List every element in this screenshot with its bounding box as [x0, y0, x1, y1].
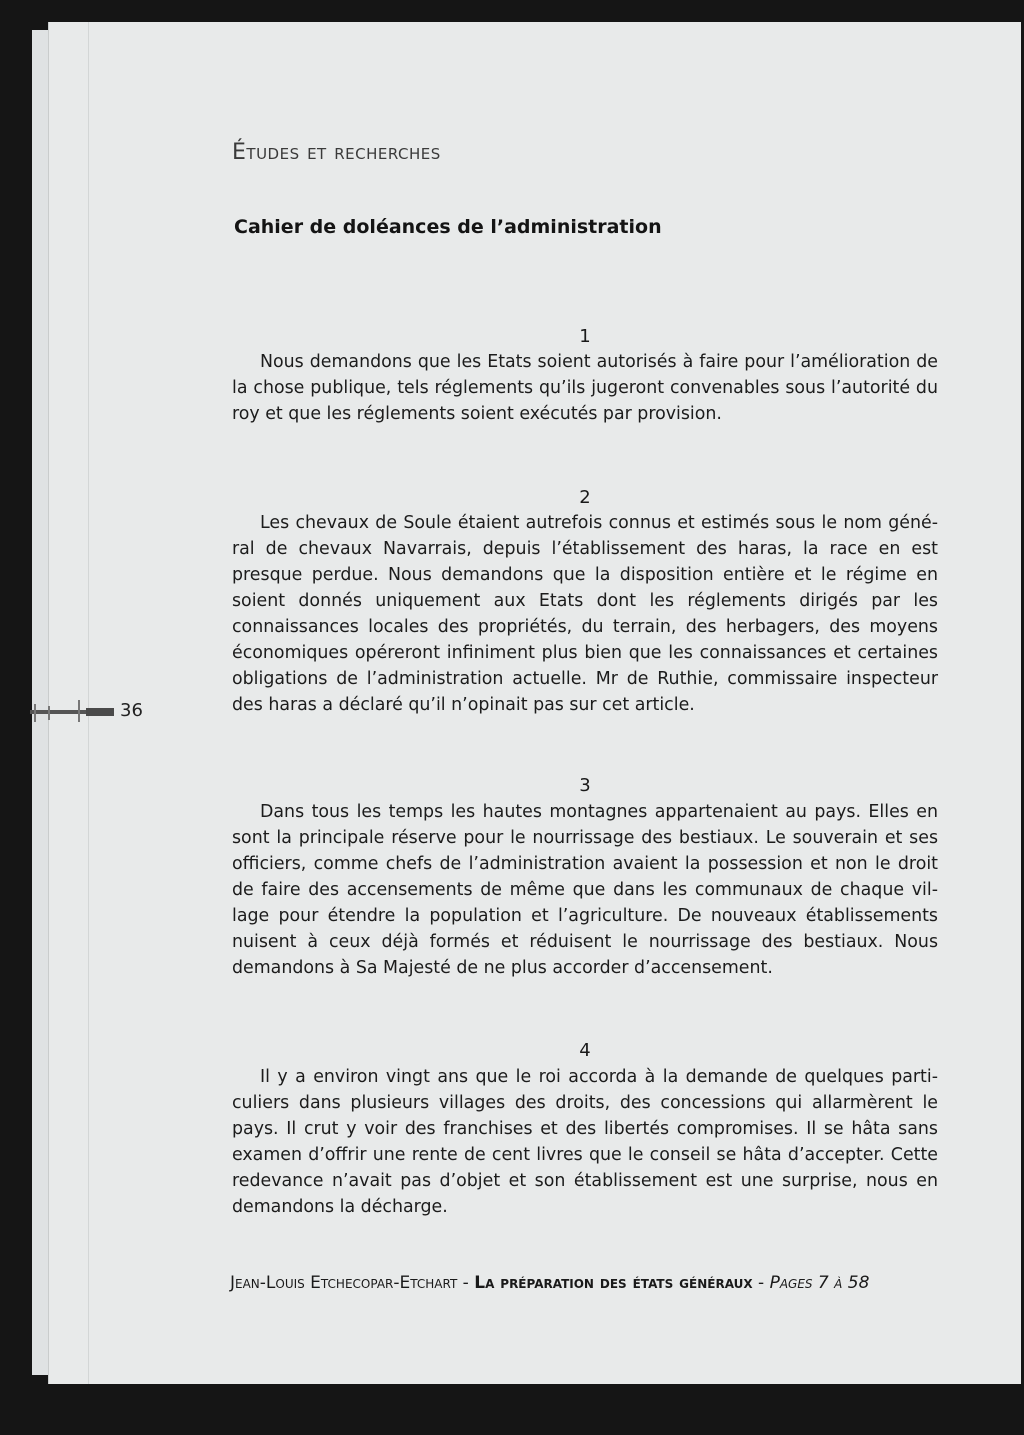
footer-separator: - — [752, 1273, 770, 1293]
marker-block — [86, 708, 114, 716]
article-text-1: Nous demandons que les Etats soient autorisés à faire pour l’amélioration de la chose publique, tels réglements qu’ils jugeront convenables sous l’autorité du roy et que les réglements soient exécutés par provision. — [232, 352, 938, 424]
marker-tick — [34, 704, 36, 722]
section-title: Cahier de doléances de l’administration — [234, 216, 662, 238]
marker-tick — [78, 700, 80, 722]
footer-separator: - — [457, 1273, 475, 1293]
footer — [230, 1273, 869, 1293]
article-text-3: Dans tous les temps les hautes montagnes appartenaient au pays. Elles en sont la principale réserve pour le nourrissage des bestiaux. Le souverain et ses officiers, comme chefs de l’administration avaient la possession et non le droit de faire des accensements de même que dans les communaux de chaque village pour étendre la population et l’agriculture. De nouveaux établissements nuisent à ceux déjà formés et réduisent le nourrissage des bestiaux. Nous demandons à Sa Majesté de ne plus accorder d’accensement. — [232, 802, 938, 978]
footer-pages: Pages 7 à 58 — [769, 1273, 870, 1293]
article-text-2: Les chevaux de Soule étaient autrefois connus et estimés sous le nom général de chevaux Navarrais, depuis l’établissement des haras, la race en est presque perdue. Nous demandons que la disposition entière et le régime en soient donnés uniquement aux Etats dont les réglements dirigés par les connaissances locales des propriétés, du terrain, des herbagers, des moyens économiques opéreront infiniment plus bien que les connaissances et certaines obligations de l’administration actuelle. Mr de Ruthie, commissaire inspecteur des haras a déclaré qu’il n’opinait pas sur cet article. — [232, 513, 938, 715]
article-number-4: 4 — [579, 1040, 591, 1061]
article-text-4: Il y a environ vingt ans que le roi accorda à la demande de quelques particuliers dans plusieurs villages des droits, des concessions qui allarmèrent le pays. Il crut y voir des franchises et des libertés compromises. Il se hâta sans examen d’offrir une rente de cent livres que le conseil se hâta d’accepter. Cette redevance n’avait pas d’objet et son établissement est une surprise, nous en demandons la décharge. — [232, 1067, 938, 1217]
page-number: 36 — [120, 700, 143, 721]
article-number-1: 1 — [579, 326, 591, 347]
page-marker — [0, 698, 160, 728]
article-number-3: 3 — [579, 775, 591, 796]
article-number-2: 2 — [579, 487, 591, 508]
footer-title: La préparation des états généraux — [474, 1273, 753, 1293]
marker-tick — [48, 706, 50, 720]
footer-author: Jean-Louis Etchecopar-Etchart — [230, 1273, 458, 1293]
running-header: Études et recherches — [232, 140, 441, 165]
